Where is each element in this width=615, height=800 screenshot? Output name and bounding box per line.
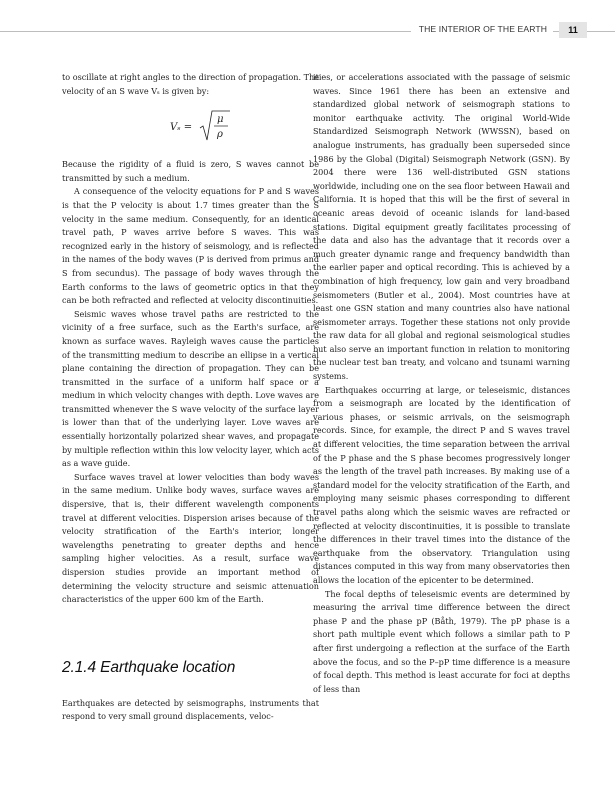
paragraph: Surface waves travel at lower velocities than body waves in the same medium. Unlike body waves, surface waves are dispersive, that is, their different wavelength components travel at different velocities. Dispersion arises because of the velocity stratification of the Earth's interior, longer wavelengths penetrating to greater depths and hence sampling higher velocities. As a result, surface wave dispersion studies provide an important method of determining the velocity structure and seismic attenuation characteristics of the upper 600 km of the Earth. xyxy=(62,471,319,605)
paragraph: ities, or accelerations associated with the passage of seismic waves. Since 1961 there has been an extensive and standardized global network of seismograph stations to monitor earthquake activity. The original World-Wide Standardized Seismograph Network (WWSSN), based on analogue instruments, has gradually been superseded since 1986 by the Global (Digital) Seismograph Network (GSN). By 2004 there were 136 well-distributed GSN stations worldwide, including one on the sea floor between Hawaii and California. It is hoped that this will be the first of several in oceanic areas devoid of oceanic islands for land-based stations. Digital equipment greatly facilitates processing of the data and also has the advantage that it records over a much greater dynamic range and frequency bandwidth than the earlier paper and optical recording. This is achieved by a combination of high frequency, low gain and very broadband seismometers (Butler et al., 2004). Most countries have at least one GSN station and many countries also have national seismometer arrays. Together these stations not only provide the raw data for all global and regional seismological studies but also serve an important function in relation to monitoring the nuclear test ban treaty, and volcano and tsunami warning systems. xyxy=(313,72,570,382)
page-number: 11 xyxy=(559,22,587,38)
paragraph: The focal depths of teleseismic events are determined by measuring the arrival time difference between the direct phase P and the phase pP (Båth, 1979). The pP phase is a short path multiple event which follows a similar path to P after first undergoing a reflection at the surface of the Earth above the focus, and so the P–pP time difference is a measure of focal depth. This method is least accurate for foci at depths of less than xyxy=(313,588,570,694)
paragraph: Because the rigidity of a fluid is zero, S waves cannot be transmitted by such a medium. xyxy=(62,159,319,183)
paragraph: A consequence of the velocity equations for P and S waves is that the P velocity is about 1.7 times greater than the S velocity in the same medium. Consequently, for an identical travel path, P waves arrive before S waves. This was recognized early in the history of seismology, and is reflected in the names of the body waves (P is derived from primus and S from secundus). The passage of body waves through the Earth conforms to the laws of geometric optics in that they can be both refracted and reflected at velocity discontinuities. xyxy=(62,186,319,306)
formula-numerator: μ xyxy=(217,114,224,126)
right-column xyxy=(313,71,570,696)
formula-denominator: ρ xyxy=(217,129,223,141)
page-header xyxy=(0,21,615,43)
paragraph: Earthquakes occurring at large, or teleseismic, distances from a seismograph are located by the identification of various phases, or seismic arrivals, on the seismograph records. Since, for example, the direct P and S waves travel at different velocities, the time separation between the arrival of the P phase and the S phase becomes progressively longer as the length of the travel path increases. By making use of a standard model for the velocity stratification of the Earth, and employing many seismic phases corresponding to different travel paths along which the seismic waves are refracted or reflected at velocity discontinuities, it is possible to translate the differences in their travel times into the distance of the earthquake from the observatory. Triangulation using distances computed in this way from many observatories then allows the location of the epicenter to be determined. xyxy=(313,384,570,585)
paragraph: Seismic waves whose travel paths are restricted to the vicinity of a free surface, such as the Earth's surface, are known as surface waves. Rayleigh waves cause the particles of the transmitting medium to describe an ellipse in a vertical plane containing the direction of propagation. They can be transmitted in the surface of a uniform half space or a medium in which velocity changes with depth. Love waves are transmitted whenever the S wave velocity of the surface layer is lower than that of the underlying layer. Love waves are essentially horizontally polarized shear waves, and propagate by multiple reflection within this low velocity layer, which acts as a wave guide. xyxy=(62,308,319,469)
shear-velocity-formula xyxy=(62,98,319,158)
paragraph: Earthquakes are detected by seismographs, instruments that respond to very small ground displacements, veloc- xyxy=(62,697,319,722)
left-column xyxy=(62,71,319,724)
running-head: THE INTERIOR OF THE EARTH xyxy=(411,24,553,34)
paragraph: to oscillate at right angles to the direction of propagation. The velocity of an S wave Vₛ is given by: xyxy=(62,72,319,96)
square-root-sign xyxy=(200,111,230,140)
formula-lhs: Vₛ = xyxy=(170,122,193,134)
formula-graphic xyxy=(170,108,250,148)
section-heading: 2.1.4 Earthquake location xyxy=(62,658,236,676)
